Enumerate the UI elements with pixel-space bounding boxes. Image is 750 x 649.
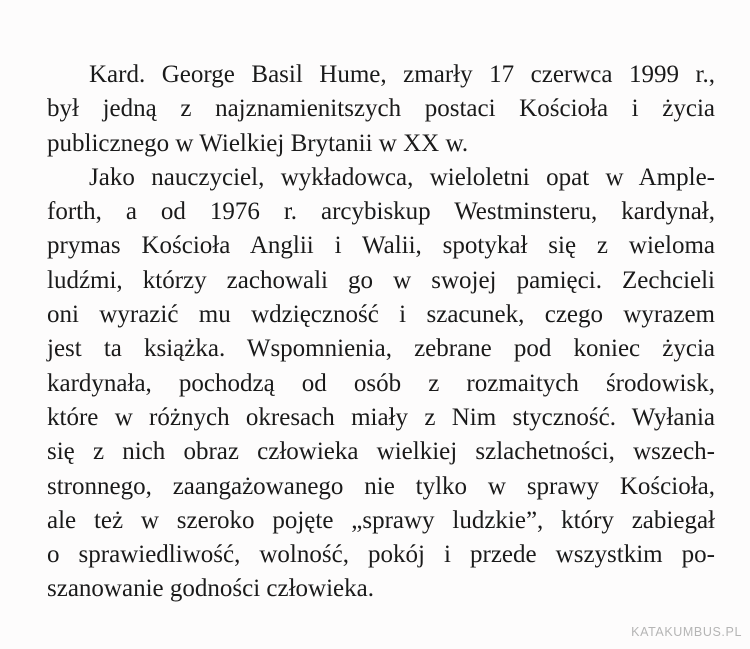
- text-line: kardynała, pochodzą od osób z rozmaitych środowisk,: [47, 369, 715, 397]
- text-line: oni wyrazić mu wdzięczność i szacunek, czego wyrazem: [47, 301, 715, 329]
- text-line: prymas Kościoła Anglii i Walii, spotykał się z wieloma: [47, 232, 715, 260]
- text-line: o sprawiedliwość, wolność, pokój i przede wszystkim po-: [47, 541, 715, 569]
- text-line: ludźmi, którzy zachowali go w swojej pamięci. Zechcieli: [47, 266, 715, 294]
- text-line: stronnego, zaangażowanego nie tylko w sprawy Kościoła,: [47, 472, 715, 500]
- text-line: Jako nauczyciel, wykładowca, wieloletni opat w Ample-: [89, 163, 715, 191]
- text-line: się z nich obraz człowieka wielkiej szlachetności, wszech-: [47, 438, 715, 466]
- watermark: KATAKUMBUS.PL: [631, 625, 742, 639]
- text-line: forth, a od 1976 r. arcybiskup Westminsteru, kardynał,: [47, 198, 715, 226]
- text-line: które w różnych okresach miały z Nim styczność. Wyłania: [47, 403, 715, 431]
- text-line: publicznego w Wielkiej Brytanii w XX w.: [47, 129, 469, 157]
- text-line: był jedną z najznamienitszych postaci Kościoła i życia: [47, 95, 715, 123]
- text-line: ale też w szeroko pojęte „sprawy ludzkie”, który zabiegał: [47, 506, 715, 534]
- body-text: [47, 58, 715, 607]
- text-line: Kard. George Basil Hume, zmarły 17 czerwca 1999 r.,: [89, 61, 715, 88]
- text-line: szanowanie godności człowieka.: [47, 575, 374, 603]
- text-line: jest ta książka. Wspomnienia, zebrane pod koniec życia: [47, 335, 715, 363]
